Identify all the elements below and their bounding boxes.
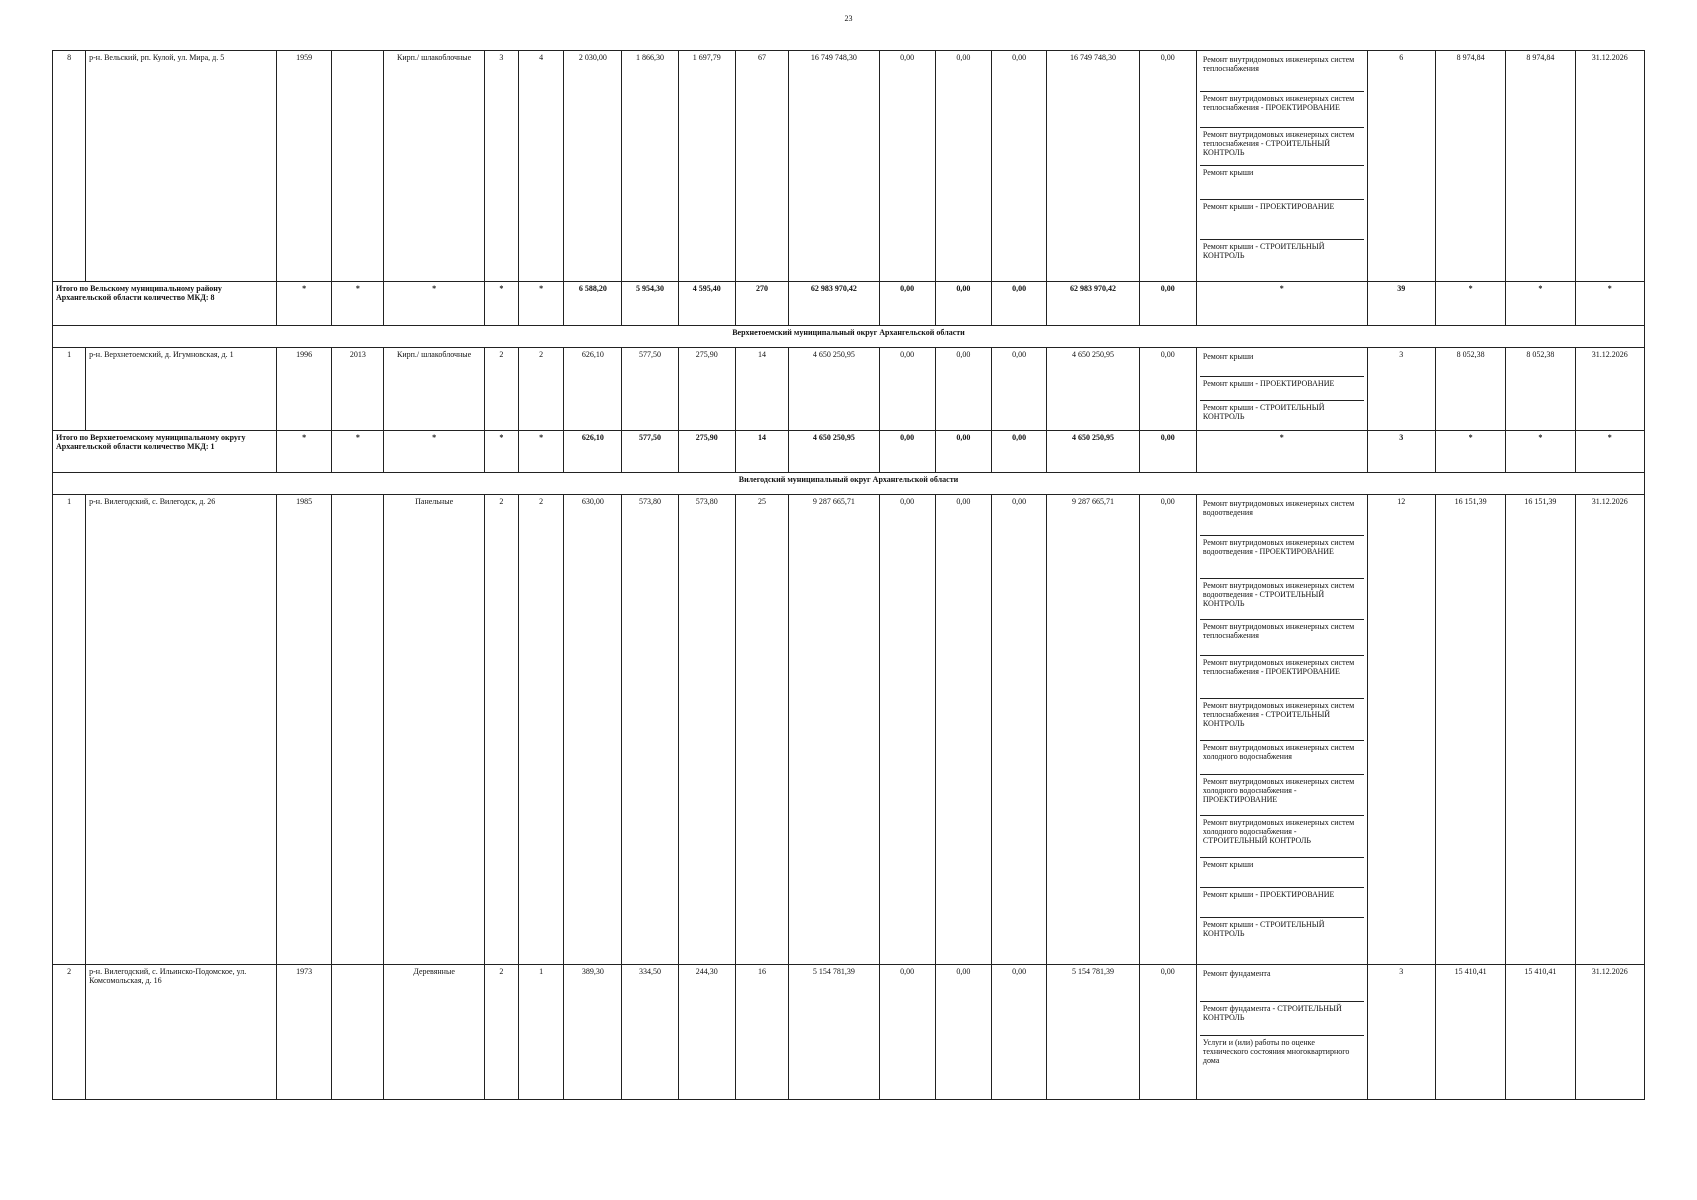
area-living-cell: 275,90 (678, 348, 735, 431)
area-premises-cell: 334,50 (622, 965, 678, 1100)
cost-regional-cell: 0,00 (935, 495, 991, 965)
area-premises-cell: 1 866,30 (622, 51, 678, 282)
year-overhaul-cell (332, 495, 384, 965)
entrances-cell: 4 (519, 51, 564, 282)
total-area-living-cell: 275,90 (678, 431, 735, 473)
star-cell: * (384, 431, 484, 473)
row-number: 2 (53, 965, 86, 1100)
entrances-cell: 1 (519, 965, 564, 1100)
address-cell: р-н. Вельский, рп. Кулой, ул. Мира, д. 5 (86, 51, 277, 282)
total-cost-local-cell: 0,00 (992, 431, 1047, 473)
cost-other-cell: 0,00 (1139, 965, 1196, 1100)
unit-cost-cell: 15 410,41 (1435, 965, 1505, 1100)
work-item: Ремонт внутридомовых инженерных систем холодного водоснабжения - СТРОИТЕЛЬНЫЙ КОНТРОЛЬ (1200, 815, 1364, 857)
cost-other-cell: 0,00 (1139, 51, 1196, 282)
cost-regional-cell: 0,00 (935, 51, 991, 282)
address-cell: р-н. Вилегодский, с. Вилегодск, д. 26 (86, 495, 277, 965)
wall-material-cell: Кирп./ шлакоблочные (384, 348, 484, 431)
area-premises-cell: 573,80 (622, 495, 678, 965)
address-cell: р-н. Вилегодский, с. Ильинско-Подомское, ул. Комсомольская, д. 16 (86, 965, 277, 1100)
star-cell: * (1575, 431, 1644, 473)
area-total-cell: 389,30 (564, 965, 622, 1100)
star-cell: * (1575, 282, 1644, 326)
deadline-cell: 31.12.2026 (1575, 965, 1644, 1100)
cost-total-cell: 9 287 665,71 (789, 495, 879, 965)
work-item: Ремонт фундамента - СТРОИТЕЛЬНЫЙ КОНТРОЛЬ (1200, 1001, 1364, 1035)
cost-regional-cell: 0,00 (935, 348, 991, 431)
cost-local-cell: 0,00 (992, 51, 1047, 282)
star-cell: * (1435, 431, 1505, 473)
work-item: Ремонт крыши (1200, 857, 1364, 887)
works-count-cell: 6 (1367, 51, 1435, 282)
total-label: Итого по Верхнетоемскому муниципальному округу Архангельской области количество МКД: 1 (53, 431, 277, 473)
works-cell (1196, 495, 1367, 965)
cost-total-cell: 4 650 250,95 (789, 348, 879, 431)
area-living-cell: 573,80 (678, 495, 735, 965)
total-row (53, 282, 1645, 326)
section-title: Вилегодский муниципальный округ Архангельской области (53, 473, 1645, 495)
total-cost-regional-cell: 0,00 (935, 431, 991, 473)
total-works-count-cell: 39 (1367, 282, 1435, 326)
year-built-cell: 1985 (276, 495, 331, 965)
works-count-cell: 3 (1367, 965, 1435, 1100)
total-cost-owners-cell: 62 983 970,42 (1047, 282, 1139, 326)
total-works-count-cell: 3 (1367, 431, 1435, 473)
works-list (1200, 497, 1364, 947)
work-item: Ремонт крыши - ПРОЕКТИРОВАНИЕ (1200, 887, 1364, 917)
area-living-cell: 1 697,79 (678, 51, 735, 282)
work-item: Ремонт внутридомовых инженерных систем теплоснабжения (1200, 619, 1364, 655)
total-cost-local-cell: 0,00 (992, 282, 1047, 326)
unit-cost-cell: 8 052,38 (1435, 348, 1505, 431)
total-cost-owners-cell: 4 650 250,95 (1047, 431, 1139, 473)
entrances-cell: 2 (519, 348, 564, 431)
row-number: 1 (53, 348, 86, 431)
table-row (53, 51, 1645, 282)
total-area-all-cell: 5 954,30 (622, 282, 678, 326)
work-item: Ремонт внутридомовых инженерных систем теплоснабжения - СТРОИТЕЛЬНЫЙ КОНТРОЛЬ (1200, 127, 1364, 165)
wall-material-cell: Панельные (384, 495, 484, 965)
row-number: 1 (53, 495, 86, 965)
section-header-row (53, 473, 1645, 495)
star-cell: * (484, 282, 518, 326)
cost-other-cell: 0,00 (1139, 495, 1196, 965)
works-cell (1196, 51, 1367, 282)
year-overhaul-cell: 2013 (332, 348, 384, 431)
section-header-row (53, 326, 1645, 348)
max-unit-cost-cell: 16 151,39 (1506, 495, 1575, 965)
star-cell: * (1196, 282, 1367, 326)
work-item: Ремонт внутридомовых инженерных систем водоотведения - ПРОЕКТИРОВАНИЕ (1200, 535, 1364, 578)
residents-cell: 67 (735, 51, 788, 282)
star-cell: * (519, 282, 564, 326)
entrances-cell: 2 (519, 495, 564, 965)
total-label: Итого по Вельскому муниципальному району Архангельской области количество МКД: 8 (53, 282, 277, 326)
work-item: Ремонт фундамента (1202, 969, 1271, 978)
star-cell: * (1506, 282, 1575, 326)
deadline-cell: 31.12.2026 (1575, 348, 1644, 431)
total-cost-fund-cell: 0,00 (879, 431, 935, 473)
page-number: 23 (844, 14, 853, 23)
cost-local-cell: 0,00 (992, 495, 1047, 965)
work-item: Ремонт внутридомовых инженерных систем холодного водоснабжения (1200, 740, 1364, 774)
year-built-cell: 1959 (276, 51, 331, 282)
star-cell: * (519, 431, 564, 473)
total-row (53, 431, 1645, 473)
total-area-total-cell: 6 588,20 (564, 282, 622, 326)
max-unit-cost-cell: 8 974,84 (1506, 51, 1575, 282)
total-cost-fund-cell: 0,00 (879, 282, 935, 326)
work-item: Ремонт внутридомовых инженерных систем водоотведения (1202, 499, 1355, 518)
wall-material-cell: Кирп./ шлакоблочные (384, 51, 484, 282)
works-list (1200, 53, 1364, 279)
table-row (53, 348, 1645, 431)
section-title: Верхнетоемский муниципальный округ Архангельской области (53, 326, 1645, 348)
star-cell: * (1435, 282, 1505, 326)
star-cell: * (276, 282, 331, 326)
total-cost-regional-cell: 0,00 (935, 282, 991, 326)
star-cell: * (1196, 431, 1367, 473)
star-cell: * (484, 431, 518, 473)
cost-local-cell: 0,00 (992, 348, 1047, 431)
area-total-cell: 626,10 (564, 348, 622, 431)
total-area-all-cell: 577,50 (622, 431, 678, 473)
floors-cell: 2 (484, 348, 518, 431)
deadline-cell: 31.12.2026 (1575, 495, 1644, 965)
star-cell: * (332, 431, 384, 473)
total-cost-total-cell: 4 650 250,95 (789, 431, 879, 473)
cost-regional-cell: 0,00 (935, 965, 991, 1100)
cost-fund-cell: 0,00 (879, 495, 935, 965)
floors-cell: 2 (484, 965, 518, 1100)
total-residents-cell: 14 (735, 431, 788, 473)
work-item: Ремонт внутридомовых инженерных систем теплоснабжения - ПРОЕКТИРОВАНИЕ (1200, 655, 1364, 698)
total-area-total-cell: 626,10 (564, 431, 622, 473)
work-item: Ремонт внутридомовых инженерных систем теплоснабжения (1202, 55, 1355, 74)
work-item: Ремонт внутридомовых инженерных систем теплоснабжения - ПРОЕКТИРОВАНИЕ (1200, 91, 1364, 127)
year-built-cell: 1973 (276, 965, 331, 1100)
floors-cell: 2 (484, 495, 518, 965)
work-item: Ремонт внутридомовых инженерных систем водоотведения - СТРОИТЕЛЬНЫЙ КОНТРОЛЬ (1200, 578, 1364, 619)
star-cell: * (1506, 431, 1575, 473)
year-overhaul-cell (332, 51, 384, 282)
cost-owners-cell: 9 287 665,71 (1047, 495, 1139, 965)
cost-fund-cell: 0,00 (879, 51, 935, 282)
work-item: Ремонт внутридомовых инженерных систем холодного водоснабжения - ПРОЕКТИРОВАНИЕ (1200, 774, 1364, 815)
total-cost-other-cell: 0,00 (1139, 282, 1196, 326)
work-item: Ремонт крыши (1202, 352, 1254, 361)
area-total-cell: 630,00 (564, 495, 622, 965)
cost-fund-cell: 0,00 (879, 965, 935, 1100)
work-item: Ремонт внутридомовых инженерных систем теплоснабжения - СТРОИТЕЛЬНЫЙ КОНТРОЛЬ (1200, 698, 1364, 740)
works-cell (1196, 965, 1367, 1100)
unit-cost-cell: 8 974,84 (1435, 51, 1505, 282)
floors-cell: 3 (484, 51, 518, 282)
unit-cost-cell: 16 151,39 (1435, 495, 1505, 965)
residents-cell: 16 (735, 965, 788, 1100)
cost-fund-cell: 0,00 (879, 348, 935, 431)
works-count-cell: 3 (1367, 348, 1435, 431)
cost-local-cell: 0,00 (992, 965, 1047, 1100)
max-unit-cost-cell: 15 410,41 (1506, 965, 1575, 1100)
residents-cell: 14 (735, 348, 788, 431)
year-built-cell: 1996 (276, 348, 331, 431)
area-premises-cell: 577,50 (622, 348, 678, 431)
cost-owners-cell: 5 154 781,39 (1047, 965, 1139, 1100)
wall-material-cell: Деревянные (384, 965, 484, 1100)
work-item: Ремонт крыши - СТРОИТЕЛЬНЫЙ КОНТРОЛЬ (1200, 400, 1364, 428)
table-row (53, 965, 1645, 1100)
star-cell: * (276, 431, 331, 473)
deadline-cell: 31.12.2026 (1575, 51, 1644, 282)
total-cost-total-cell: 62 983 970,42 (789, 282, 879, 326)
star-cell: * (384, 282, 484, 326)
cost-owners-cell: 16 749 748,30 (1047, 51, 1139, 282)
cost-owners-cell: 4 650 250,95 (1047, 348, 1139, 431)
cost-total-cell: 5 154 781,39 (789, 965, 879, 1100)
total-cost-other-cell: 0,00 (1139, 431, 1196, 473)
work-item: Ремонт крыши - СТРОИТЕЛЬНЫЙ КОНТРОЛЬ (1200, 239, 1364, 279)
area-living-cell: 244,30 (678, 965, 735, 1100)
table-row (53, 495, 1645, 965)
capital-repair-table (52, 50, 1645, 1100)
max-unit-cost-cell: 8 052,38 (1506, 348, 1575, 431)
address-cell: р-н. Верхнетоемский, д. Игумновская, д. 1 (86, 348, 277, 431)
works-list (1200, 967, 1364, 1097)
works-list (1200, 350, 1364, 428)
row-number: 8 (53, 51, 86, 282)
year-overhaul-cell (332, 965, 384, 1100)
total-area-living-cell: 4 595,40 (678, 282, 735, 326)
work-item: Ремонт крыши (1200, 165, 1364, 199)
works-cell (1196, 348, 1367, 431)
cost-other-cell: 0,00 (1139, 348, 1196, 431)
total-residents-cell: 270 (735, 282, 788, 326)
cost-total-cell: 16 749 748,30 (789, 51, 879, 282)
works-count-cell: 12 (1367, 495, 1435, 965)
work-item: Ремонт крыши - ПРОЕКТИРОВАНИЕ (1200, 376, 1364, 400)
area-total-cell: 2 030,00 (564, 51, 622, 282)
residents-cell: 25 (735, 495, 788, 965)
work-item: Ремонт крыши - ПРОЕКТИРОВАНИЕ (1200, 199, 1364, 239)
star-cell: * (332, 282, 384, 326)
work-item: Услуги и (или) работы по оценке технического состояния многоквартирного дома (1200, 1035, 1364, 1097)
work-item: Ремонт крыши - СТРОИТЕЛЬНЫЙ КОНТРОЛЬ (1200, 917, 1364, 947)
